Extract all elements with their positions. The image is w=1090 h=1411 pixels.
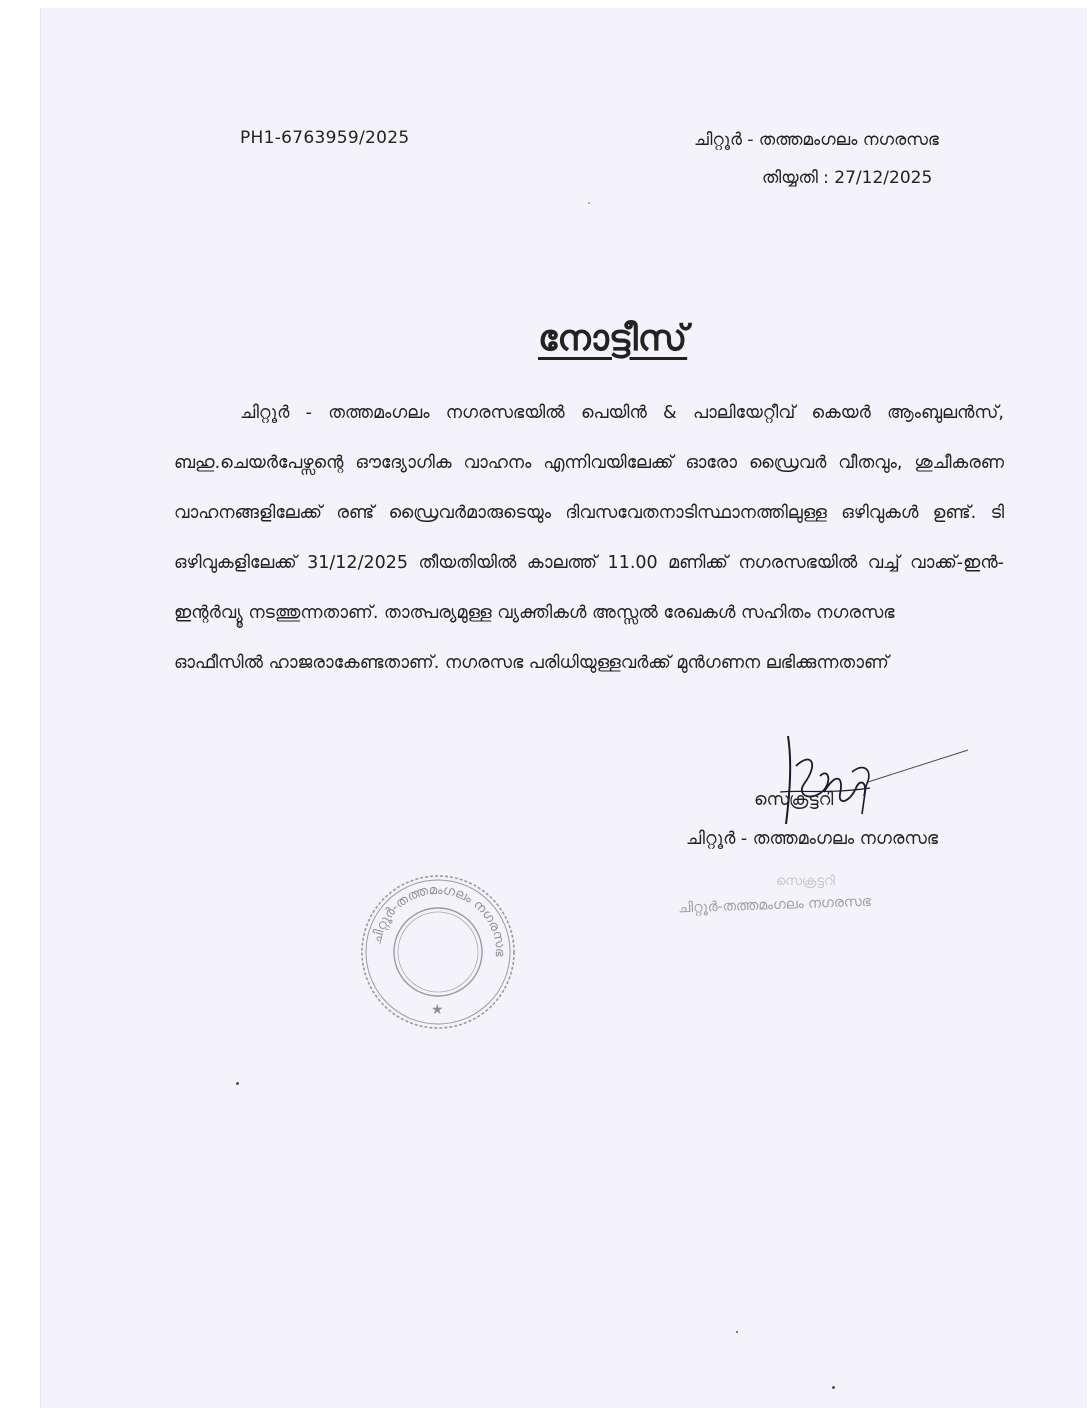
file-number: PH1-6763959/2025 (240, 128, 410, 148)
notice-body-text: ചിറ്റൂർ - തത്തമംഗലം നഗരസഭയിൽ പെയിൻ & പാലിയേറ്റീവ് കെയർ ആംബുലൻസ്, ബഹു.ചെയർപേഴ്സന്റെ ഔദ്യോഗിക വാഹനം എന്നിവയിലേക്ക് ഓരോ ഡ്രൈവർ വീതവും, ശുചീകരണ വാഹനങ്ങളിലേക്ക് രണ്ട് ഡ്രൈവർമാരുടെയും ദിവസവേതനാടിസ്ഥാനത്തിലുള്ള ഒഴിവുകൾ ഉണ്ട്. ടി ഒഴിവുകളിലേക്ക് 31/12/2025 തീയതിയിൽ കാലത്ത് 11.00 മണിക്ക് നഗരസഭയിൽ വച്ച് വാക്ക്-ഇൻ-ഇന്റർവ്യൂ നടത്തുന്നതാണ്. താത്പര്യമുള്ള വ്യക്തികൾ അസ്സൽ രേഖകൾ സഹിതം നഗരസഭ (174, 403, 1004, 623)
scan-speck (236, 1082, 239, 1085)
office-seal (358, 872, 518, 1032)
stamp-title: സെക്രട്ടറി (776, 874, 835, 889)
svg-text:★: ★ (431, 1002, 444, 1018)
document-sheet (40, 8, 1087, 1408)
scan-speck (736, 1331, 738, 1333)
issuing-office: ചിറ്റൂർ - തത്തമംഗലം നഗരസഭ (694, 130, 939, 150)
stamp-office: ചിറ്റൂർ-തത്തമംഗലം നഗരസഭ (677, 893, 871, 917)
handwritten-signature (740, 732, 970, 842)
notice-body (174, 388, 1004, 688)
scan-speck (588, 202, 590, 204)
notice-heading: നോട്ടീസ് (538, 318, 688, 359)
signatory-office: ചിറ്റൂർ - തത്തമംഗലം നഗരസഭ (686, 829, 939, 849)
signatory-title: സെക്രട്ടറി (754, 790, 834, 810)
notice-date: തിയ്യതി : 27/12/2025 (762, 168, 933, 188)
svg-text:ചിറ്റൂർ-തത്തമംഗലം നഗരസഭ: ചിറ്റൂർ-തത്തമംഗലം നഗരസഭ (369, 882, 508, 957)
notice-body-last-line: ഓഫീസിൽ ഹാജരാകേണ്ടതാണ്. നഗരസഭ പരിധിയുള്ളവർക്ക് മുൻഗണന ലഭിക്കുന്നതാണ് (174, 653, 889, 673)
scan-speck (832, 1386, 835, 1389)
